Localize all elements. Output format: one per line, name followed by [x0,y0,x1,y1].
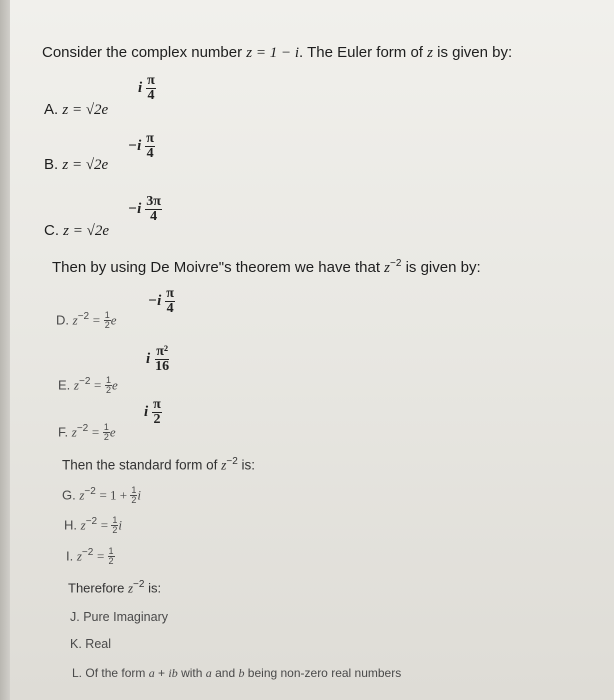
option-h[interactable]: H. $z^{-2}$ = $\frac{1}{2}$ i [64,515,122,536]
option-b-exponent: −i $\frac{\pi}{4}$ [128,131,154,161]
page-edge-shadow [0,0,10,700]
standard-question: Then the standard form of $z^{-2}$ is: [62,456,256,473]
demoivre-question: Then by using De Moivre"s theorem we have that $z^{-2}$ is given by: [52,258,481,276]
option-c[interactable]: C. z = √2e [44,222,110,239]
question-intro: Consider the complex number z = 1 − i. The Euler form of z is given by: [42,44,513,61]
option-c-exponent: −i $\frac{3\pi}{4}$ [128,194,161,224]
option-k[interactable]: K. Real [70,637,112,651]
option-f[interactable]: F. $z^{-2}$ = $\frac{1}{2}$ e [58,422,116,443]
option-f-exponent: i $\frac{\pi}{2}$ [144,397,161,427]
option-l[interactable]: L. Of the form a + ib with a and b being non-zero real numbers [72,666,402,680]
option-j[interactable]: J. Pure Imaginary [70,610,168,624]
therefore-question: Therefore $z^{-2}$ is: [68,579,162,596]
option-d[interactable]: D. $z^{-2}$ = $\frac{1}{2}$ e [56,310,117,331]
option-e[interactable]: E. $z^{-2}$ = $\frac{1}{2}$ e [58,375,118,396]
option-g[interactable]: G. $z^{-2} = 1$ + $\frac{1}{2}$ i [62,485,142,506]
option-a-exponent: i $\frac{\pi}{4}$ [138,73,155,103]
option-e-exponent: i $\frac{\text{π²}}{16}$ [146,344,170,374]
option-i[interactable]: I. $z^{-2}$ = $\frac{1}{2}$ [66,546,114,567]
option-b[interactable]: B. z = √2e [44,156,109,173]
option-a[interactable]: A. z = √2e [44,101,109,118]
option-d-exponent: −i $\frac{\pi}{4}$ [148,286,174,316]
